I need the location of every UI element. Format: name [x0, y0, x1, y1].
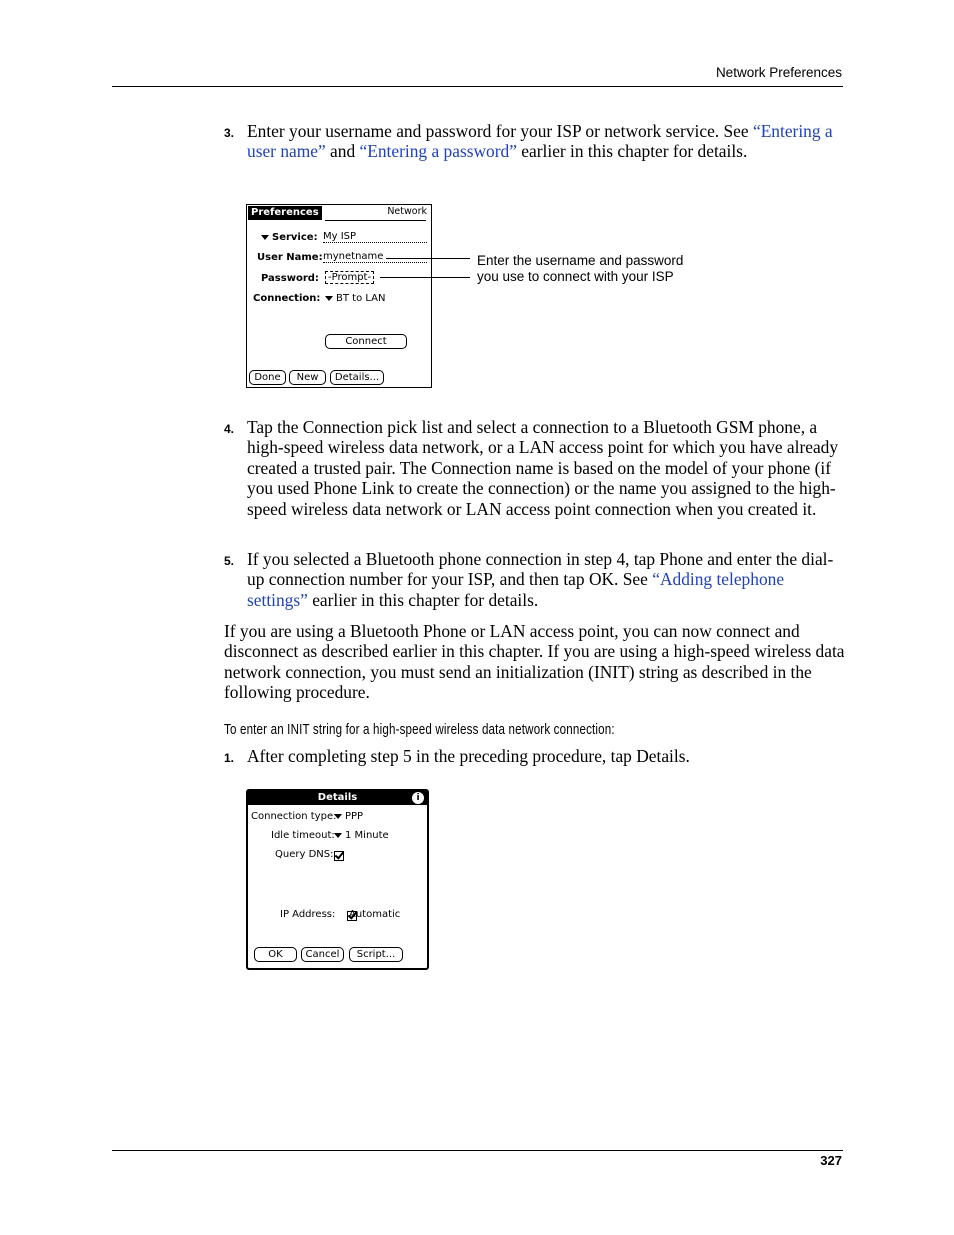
new-button[interactable]: New: [289, 370, 326, 385]
step-number: 4.: [224, 422, 235, 436]
ip-address-value: Automatic: [349, 909, 401, 920]
idle-timeout-picklist[interactable]: [334, 830, 389, 841]
service-value: My ISP: [323, 231, 427, 243]
ip-address-label: IP Address:: [280, 909, 336, 920]
callout-line-2: you use to connect with your ISP: [477, 269, 674, 284]
service-label[interactable]: [261, 232, 318, 243]
connect-button[interactable]: Connect: [325, 334, 407, 349]
entering-user-name-link[interactable]: “Entering a user name”: [247, 121, 833, 162]
dropdown-arrow-icon: [325, 296, 333, 301]
step-text-part: and: [325, 141, 360, 162]
callout-line-username: [386, 258, 470, 259]
connection-label: Connection:: [253, 293, 321, 304]
connection-value: BT to LAN: [336, 293, 386, 304]
cancel-button[interactable]: Cancel: [301, 947, 344, 962]
step-text: [247, 549, 844, 610]
entering-password-link[interactable]: “Entering a password”: [359, 141, 517, 162]
step-3: [224, 121, 844, 162]
step-1: [224, 746, 844, 766]
preferences-tab[interactable]: Preferences: [248, 206, 322, 220]
header-rule: [112, 86, 843, 87]
step-text-part: If you selected a Bluetooth phone connection in step 4, tap Phone and enter the dial-up connection number for your ISP, and then tap OK. See: [247, 549, 834, 590]
step-4: [224, 417, 844, 519]
username-field[interactable]: mynetname: [323, 251, 427, 263]
callout-line-1: Enter the username and password: [477, 253, 684, 268]
connection-type-value: PPP: [345, 811, 364, 822]
query-dns-checkbox[interactable]: [334, 851, 344, 861]
step-number: 5.: [224, 554, 235, 568]
ok-button[interactable]: OK: [254, 947, 297, 962]
idle-timeout-label: Idle timeout:: [271, 830, 335, 841]
details-dialog-screenshot: [246, 789, 429, 970]
step-number: 1.: [224, 751, 235, 765]
footer-rule: [112, 1150, 843, 1151]
step-text-part: earlier in this chapter for details.: [516, 141, 748, 162]
details-button[interactable]: Details...: [330, 370, 384, 385]
network-preferences-screenshot: [246, 204, 432, 388]
info-icon[interactable]: i: [412, 792, 424, 804]
step-5: [224, 549, 844, 610]
panel-name[interactable]: Network: [387, 206, 427, 217]
dropdown-arrow-icon: [261, 235, 269, 240]
password-label: Password:: [261, 273, 319, 284]
adding-telephone-settings-link[interactable]: “Adding telephone settings”: [247, 569, 785, 610]
running-header: Network Preferences: [715, 65, 842, 80]
step-text-part: Enter your username and password for your ISP or network service. See: [247, 121, 753, 141]
step-text: After completing step 5 in the preceding procedure, tap Details.: [247, 746, 690, 766]
done-button[interactable]: Done: [249, 370, 286, 385]
password-field[interactable]: -Prompt-: [325, 271, 374, 284]
connection-type-label: Connection type:: [251, 811, 337, 822]
dropdown-arrow-icon: [334, 833, 342, 838]
procedure-heading: To enter an INIT string for a high-speed wireless data network connection:: [224, 722, 615, 738]
step-text: Tap the Connection pick list and select a connection to a Bluetooth GSM phone, a high-speed wireless data network, or a LAN access point for which you have already created a trusted pair. The Connection name is based on the model of your phone (if you used Phone Link to create the connection) or the name you assigned to the high-speed wireless data network or LAN access point connection when you created it.: [247, 417, 839, 519]
connection-picklist[interactable]: [325, 293, 386, 304]
username-label: User Name:: [257, 252, 323, 263]
dialog-title: Details: [317, 792, 358, 803]
connection-type-picklist[interactable]: [334, 811, 363, 822]
dropdown-arrow-icon: [334, 814, 342, 819]
service-label-text: Service:: [272, 232, 318, 243]
idle-timeout-value: 1 Minute: [345, 830, 389, 841]
step-text: [247, 121, 844, 162]
script-button[interactable]: Script...: [349, 947, 403, 962]
page-number: 327: [820, 1153, 842, 1168]
step-text-part: earlier in this chapter for details.: [307, 589, 539, 610]
query-dns-label: Query DNS:: [275, 849, 334, 860]
step-number: 3.: [224, 126, 235, 140]
callout-text: [477, 253, 683, 285]
callout-line-password: [380, 277, 470, 278]
body-paragraph: If you are using a Bluetooth Phone or LAN access point, you can now connect and disconnect as described earlier in this chapter. If you are using a high-speed wireless data network connection, you must send an initialization (INIT) string as described in the following procedure.: [224, 621, 845, 703]
